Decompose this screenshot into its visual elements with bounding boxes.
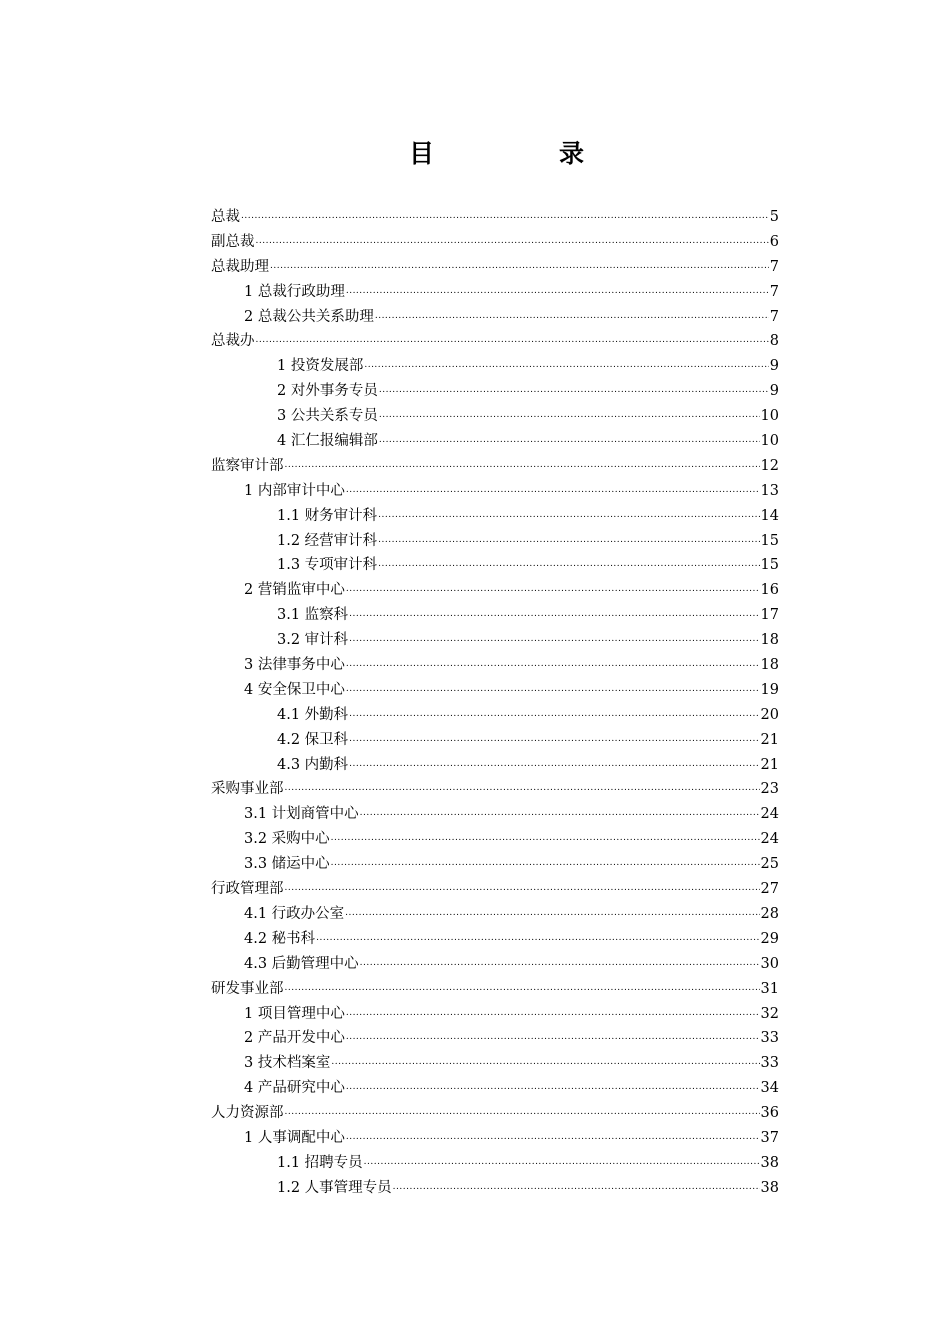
toc-entry-label: 1 人事调配中心 xyxy=(244,1129,345,1146)
toc-dot-leader xyxy=(345,899,759,926)
toc-dot-leader xyxy=(379,376,769,403)
toc-entry-label: 研发事业部 xyxy=(211,980,284,997)
toc-dot-leader xyxy=(331,849,760,876)
toc-entry-label: 3 法律事务中心 xyxy=(244,657,345,674)
toc-dot-leader xyxy=(346,999,760,1026)
toc-entry-label: 1 项目管理中心 xyxy=(244,1005,345,1022)
toc-entry-label: 4 安全保卫中心 xyxy=(244,681,345,698)
toc-dot-leader xyxy=(331,824,760,851)
toc-title-char-2: 录 xyxy=(559,139,585,168)
toc-dot-leader xyxy=(270,252,769,279)
toc-entry-label: 1.1 财务审计科 xyxy=(277,507,378,524)
toc-dot-leader xyxy=(349,725,759,752)
toc-page-number: 37 xyxy=(760,1129,779,1146)
toc-entry-label: 1 总裁行政助理 xyxy=(244,283,345,300)
toc-dot-leader xyxy=(360,799,760,826)
toc-page-number: 25 xyxy=(760,856,779,873)
toc-entry-label: 1 内部审计中心 xyxy=(244,482,345,499)
toc-dot-leader xyxy=(378,550,759,577)
toc-dot-leader xyxy=(364,351,768,378)
toc-dot-leader xyxy=(346,650,760,677)
toc-page-number: 32 xyxy=(760,1005,779,1022)
toc-entry-label: 总裁 xyxy=(211,209,240,225)
toc-page-number: 5 xyxy=(769,209,779,225)
toc-dot-leader xyxy=(346,1073,760,1100)
toc-dot-leader xyxy=(393,1173,760,1200)
toc-dot-leader xyxy=(316,924,759,951)
toc-title-char-1: 目 xyxy=(409,139,435,168)
toc-page-number: 9 xyxy=(769,383,779,400)
toc-page-number: 15 xyxy=(760,557,779,574)
toc-page-number: 7 xyxy=(769,283,779,300)
toc-page-number: 17 xyxy=(760,607,779,624)
toc-entry-label: 1.2 经营审计科 xyxy=(277,532,378,549)
toc-page-number: 23 xyxy=(760,781,779,798)
toc-dot-leader xyxy=(379,401,760,428)
toc-entry-label: 2 营销监审中心 xyxy=(244,582,345,599)
toc-entry-label: 3.2 审计科 xyxy=(277,632,349,649)
toc-title xyxy=(0,134,950,168)
toc-page-number: 21 xyxy=(760,731,779,748)
toc-dot-leader xyxy=(346,1023,760,1050)
toc-dot-leader xyxy=(285,1098,760,1125)
toc-page-number: 27 xyxy=(760,881,779,898)
toc-dot-leader xyxy=(346,575,760,602)
toc-page-number: 18 xyxy=(760,657,779,674)
toc-entry-label: 4 汇仁报编辑部 xyxy=(277,433,378,450)
toc-dot-leader xyxy=(364,1148,760,1175)
toc-entry-label: 人力资源部 xyxy=(211,1105,284,1122)
toc-entry-label: 1 投资发展部 xyxy=(277,358,364,375)
toc-page-number: 30 xyxy=(760,955,779,972)
toc-dot-leader xyxy=(378,501,759,528)
toc-page-number: 33 xyxy=(760,1030,779,1047)
toc-entry-label: 4 产品研究中心 xyxy=(244,1080,345,1097)
table-of-contents xyxy=(211,205,779,1201)
toc-dot-leader xyxy=(331,1048,759,1075)
toc-page-number: 24 xyxy=(760,831,779,848)
toc-entry-label: 3.1 计划商管中心 xyxy=(244,806,359,823)
toc-page-number: 10 xyxy=(760,408,779,425)
toc-page-number: 38 xyxy=(760,1154,779,1171)
toc-dot-leader xyxy=(285,451,760,478)
toc-dot-leader xyxy=(379,426,760,453)
toc-page-number: 9 xyxy=(769,358,779,375)
toc-dot-leader xyxy=(349,700,759,727)
toc-page-number: 18 xyxy=(760,632,779,649)
toc-entry-label: 行政管理部 xyxy=(211,881,284,898)
toc-entry-label: 监察审计部 xyxy=(211,457,284,474)
toc-dot-leader xyxy=(346,1123,760,1150)
toc-entry-label: 3 公共关系专员 xyxy=(277,408,378,425)
toc-dot-leader xyxy=(241,202,769,229)
toc-page-number: 14 xyxy=(760,507,779,524)
toc-entry-label: 2 对外事务专员 xyxy=(277,383,378,400)
toc-page-number: 19 xyxy=(760,681,779,698)
toc-dot-leader xyxy=(285,774,760,801)
toc-entry-label: 3.2 采购中心 xyxy=(244,831,330,848)
toc-dot-leader xyxy=(256,227,769,254)
toc-entry-label: 4.2 保卫科 xyxy=(277,731,349,748)
toc-page-number: 15 xyxy=(760,532,779,549)
toc-page-number: 24 xyxy=(760,806,779,823)
toc-entry-label: 4.2 秘书科 xyxy=(244,930,316,947)
toc-dot-leader xyxy=(346,476,760,503)
toc-page-number: 8 xyxy=(769,333,779,350)
toc-entry-label: 1.3 专项审计科 xyxy=(277,557,378,574)
toc-entry-label: 总裁办 xyxy=(211,333,255,350)
toc-entry-label: 总裁助理 xyxy=(211,258,269,275)
toc-dot-leader xyxy=(346,675,760,702)
toc-page-number: 28 xyxy=(760,905,779,922)
toc-dot-leader xyxy=(360,949,760,976)
toc-page-number: 16 xyxy=(760,582,779,599)
toc-entry-label: 1.1 招聘专员 xyxy=(277,1154,363,1171)
toc-dot-leader xyxy=(375,302,769,329)
toc-page-number: 12 xyxy=(760,457,779,474)
toc-dot-leader xyxy=(256,326,769,353)
toc-dot-leader xyxy=(349,625,759,652)
toc-page-number: 34 xyxy=(760,1080,779,1097)
toc-entry-label: 2 总裁公共关系助理 xyxy=(244,308,374,325)
toc-entry-label: 3.1 监察科 xyxy=(277,607,349,624)
toc-page-number: 31 xyxy=(760,980,779,997)
toc-page-number: 33 xyxy=(760,1055,779,1072)
toc-page-number: 13 xyxy=(760,482,779,499)
toc-entry-label: 3.3 储运中心 xyxy=(244,856,330,873)
toc-page-number: 36 xyxy=(760,1105,779,1122)
toc-page-number: 21 xyxy=(760,756,779,773)
toc-entry-label: 1.2 人事管理专员 xyxy=(277,1179,392,1196)
toc-entry-label: 4.3 内勤科 xyxy=(277,756,349,773)
toc-dot-leader xyxy=(349,600,759,627)
toc-dot-leader xyxy=(285,874,760,901)
toc-page-number: 38 xyxy=(760,1179,779,1196)
toc-page-number: 10 xyxy=(760,433,779,450)
toc-entry-label: 采购事业部 xyxy=(211,781,284,798)
toc-entry[interactable] xyxy=(211,1176,779,1201)
toc-entry-label: 2 产品开发中心 xyxy=(244,1030,345,1047)
toc-entry-label: 4.1 外勤科 xyxy=(277,706,349,723)
toc-dot-leader xyxy=(346,277,769,304)
toc-page-number: 20 xyxy=(760,706,779,723)
toc-page-number: 7 xyxy=(769,308,779,325)
toc-dot-leader xyxy=(285,974,760,1001)
toc-entry-label: 副总裁 xyxy=(211,233,255,250)
toc-entry-label: 3 技术档案室 xyxy=(244,1055,331,1072)
toc-page-number: 6 xyxy=(769,233,779,250)
toc-dot-leader xyxy=(378,526,759,553)
toc-page-number: 29 xyxy=(760,930,779,947)
toc-entry-label: 4.3 后勤管理中心 xyxy=(244,955,359,972)
toc-page-number: 7 xyxy=(769,258,779,275)
toc-dot-leader xyxy=(349,750,759,777)
toc-entry-label: 4.1 行政办公室 xyxy=(244,905,345,922)
